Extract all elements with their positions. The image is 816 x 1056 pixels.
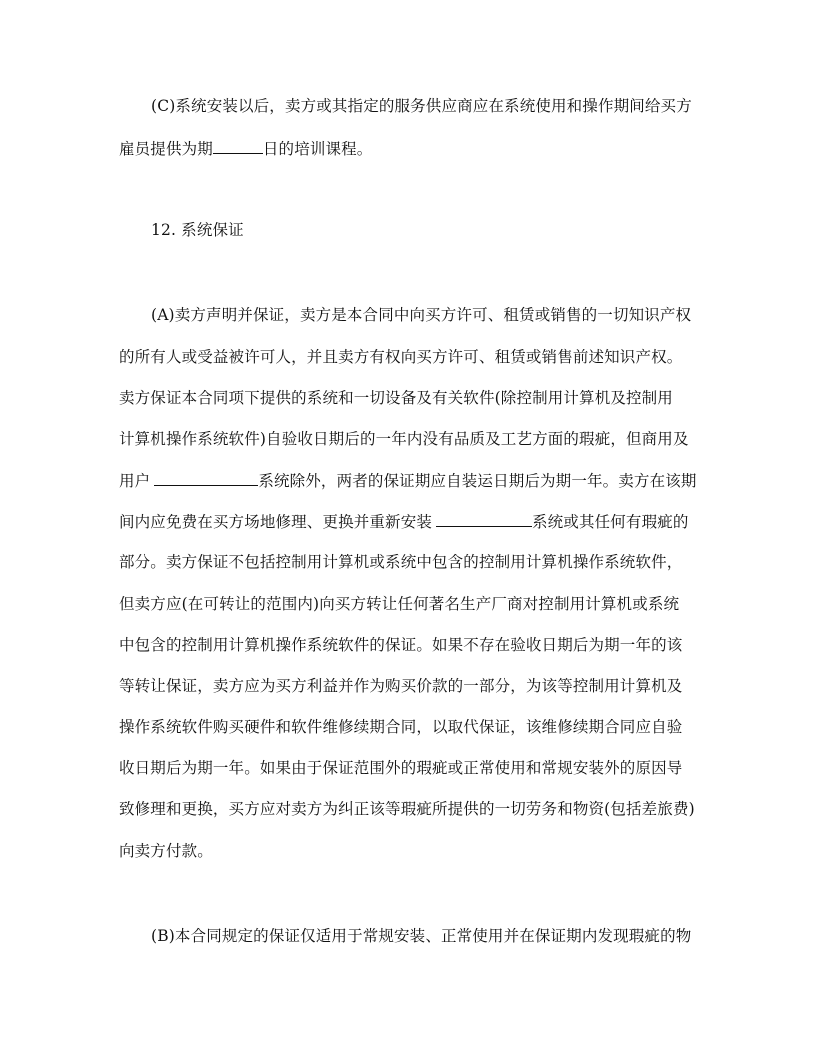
training-days-blank bbox=[213, 136, 263, 154]
section-a-text-12: 收日期后为期一年。如果由于保证范围外的瑕疵或正常使用和常规安装外的原因导 bbox=[119, 759, 683, 777]
section-a-line-14 bbox=[119, 839, 213, 863]
section-c-line-2 bbox=[119, 136, 372, 160]
section-a-line-13 bbox=[119, 797, 695, 821]
section-a-text-6b: 系统或其任何有瑕疵的 bbox=[532, 513, 689, 531]
section-a-text-9: 中包含的控制用计算机操作系统软件的保证。如果不存在验收日期后为期一年的该 bbox=[119, 636, 683, 654]
section-a-text-8: 但卖方应(在可转让的范围内)向买方转让任何著名生产厂商对控制用计算机或系统 bbox=[119, 595, 680, 613]
section-a-text-10: 等转让保证，卖方应为买方利益并作为购买价款的一部分，为该等控制用计算机及 bbox=[119, 677, 683, 695]
section-a-line-10 bbox=[119, 674, 682, 698]
section-a-line-8 bbox=[119, 592, 679, 616]
section-a-line-12 bbox=[119, 756, 682, 780]
section-a-text-5b: 系统除外，两者的保证期应自装运日期后为期一年。卖方在该期 bbox=[258, 472, 697, 490]
section-c-text-2a: 雇员提供为期 bbox=[119, 140, 213, 158]
section-b-line-1 bbox=[151, 924, 691, 948]
section-a-line-6 bbox=[119, 509, 689, 533]
section-a-text-3: 卖方保证本合同项下提供的系统和一切设备及有关软件(除控制用计算机及控制用 bbox=[119, 389, 673, 407]
section-a-line-3 bbox=[119, 386, 673, 410]
section-a-text-4: 计算机操作系统软件)自验收日期后的一年内没有品质及工艺方面的瑕疵，但商用及 bbox=[119, 430, 689, 448]
section-c-line-1 bbox=[151, 94, 692, 118]
section-a-line-5 bbox=[119, 468, 697, 492]
section-b-text-1: (B)本合同规定的保证仅适用于常规安装、正常使用并在保证期内发现瑕疵的物 bbox=[151, 927, 692, 945]
section-a-text-7: 部分。卖方保证不包括控制用计算机或系统中包含的控制用计算机操作系统软件， bbox=[119, 553, 683, 571]
section-a-text-2: 的所有人或受益被许可人，并且卖方有权向买方许可、租赁或销售前述知识产权。 bbox=[119, 348, 683, 366]
section-a-line-2 bbox=[119, 345, 682, 369]
user-system-blank bbox=[154, 468, 258, 486]
section-a-text-1: (A)卖方声明并保证，卖方是本合同中向买方许可、租赁或销售的一切知识产权 bbox=[151, 306, 692, 324]
section-a-text-13: 致修理和更换，买方应对卖方为纠正该等瑕疵所提供的一切劳务和物资(包括差旅费) bbox=[119, 800, 695, 818]
section-c-text-1: (C)系统安装以后，卖方或其指定的服务供应商应在系统使用和操作期间给买方 bbox=[151, 97, 692, 115]
section-c-text-2b: 日的培训课程。 bbox=[262, 140, 373, 158]
section-a-line-4 bbox=[119, 427, 689, 451]
section-a-text-5a: 用户 bbox=[119, 472, 151, 490]
section-a-text-11: 操作系统软件购买硬件和软件维修续期合同，以取代保证，该维修续期合同应自验 bbox=[119, 718, 683, 736]
section-heading-12 bbox=[151, 218, 244, 242]
section-a-text-14: 向卖方付款。 bbox=[119, 842, 213, 860]
section-a-line-9 bbox=[119, 633, 682, 657]
reinstall-system-blank bbox=[436, 509, 532, 527]
section-a-line-11 bbox=[119, 715, 682, 739]
section-a-line-1 bbox=[151, 303, 691, 327]
heading-12-text: 12. 系统保证 bbox=[151, 221, 244, 239]
section-a-text-6a: 间内应免费在买方场地修理、更换并重新安装 bbox=[119, 513, 433, 531]
section-a-line-7 bbox=[119, 550, 682, 574]
